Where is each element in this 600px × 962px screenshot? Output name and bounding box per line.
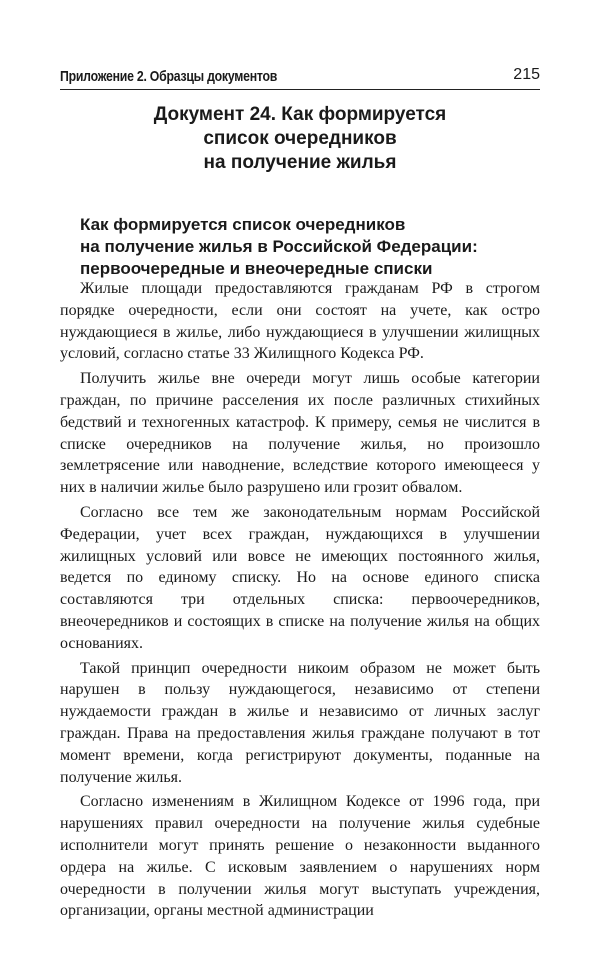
- document-title-line: на получение жилья: [203, 152, 397, 173]
- page-number: 215: [513, 66, 540, 83]
- running-title: Приложение 2. Образцы документов: [60, 68, 278, 85]
- section-heading-line: первоочередные и внеочередные списки: [80, 259, 433, 278]
- paragraph: Согласно все тем же законодательным нормам Российской Федерации, учет всех граждан, нуждающихся в улучшении жилищных условий или вовсе не имеющих постоянного жилья, ведется по единому списку. Но на основе единого списка составляются три отдельных списка: первоочередников, внеочередников и состоящих в списке на получение жилья на общих основаниях.: [60, 503, 540, 652]
- paragraph: Такой принцип очередности никоим образом не может быть нарушен в пользу нуждающегося, независимо от степени нуждаемости граждан в жилье и независимо от личных заслуг граждан. Права на предоставления жилья граждане получают в тот момент времени, когда регистрируют документы, поданные на получение жилья.: [60, 659, 540, 786]
- document-title-line: Документ 24. Как формируется: [153, 104, 447, 125]
- document-title-line: список очередников: [203, 128, 397, 149]
- section-heading: [80, 214, 540, 280]
- section-heading-line: Как формируется список очередников: [80, 215, 406, 234]
- header-rule: [60, 89, 540, 90]
- paragraph: Получить жилье вне очереди могут лишь особые категории граждан, по причине расселения их после различных стихийных бедствий и техногенных катастроф. К примеру, семья не числится в списке очередников на получение жилья, но произошло землетрясение или наводнение, вследствие которого имеющееся у них в наличии жилье было разрушено или грозит обвалом.: [60, 370, 540, 497]
- page-header: [60, 66, 540, 88]
- body-text: [60, 278, 540, 922]
- document-title: [60, 103, 540, 175]
- section-heading-line: на получение жилья в Российской Федерации:: [80, 237, 478, 256]
- paragraph: Согласно изменениям в Жилищном Кодексе от 1996 года, при нарушениях правил очередности на получение жилья судебные исполнители могут принять решение о незаконности выданного ордера на жилье. С исковым заявлением о нарушениях норм очередности в получении жилья могут выступать учреждения, организации, органы местной администрации: [60, 793, 540, 920]
- paragraph: Жилые площади предоставляются гражданам РФ в строгом порядке очередности, если они состоят на учете, как остро нуждающиеся в жилье, либо нуждающиеся в улучшении жилищных условий, согласно статье 33 Жилищного Кодекса РФ.: [60, 280, 540, 363]
